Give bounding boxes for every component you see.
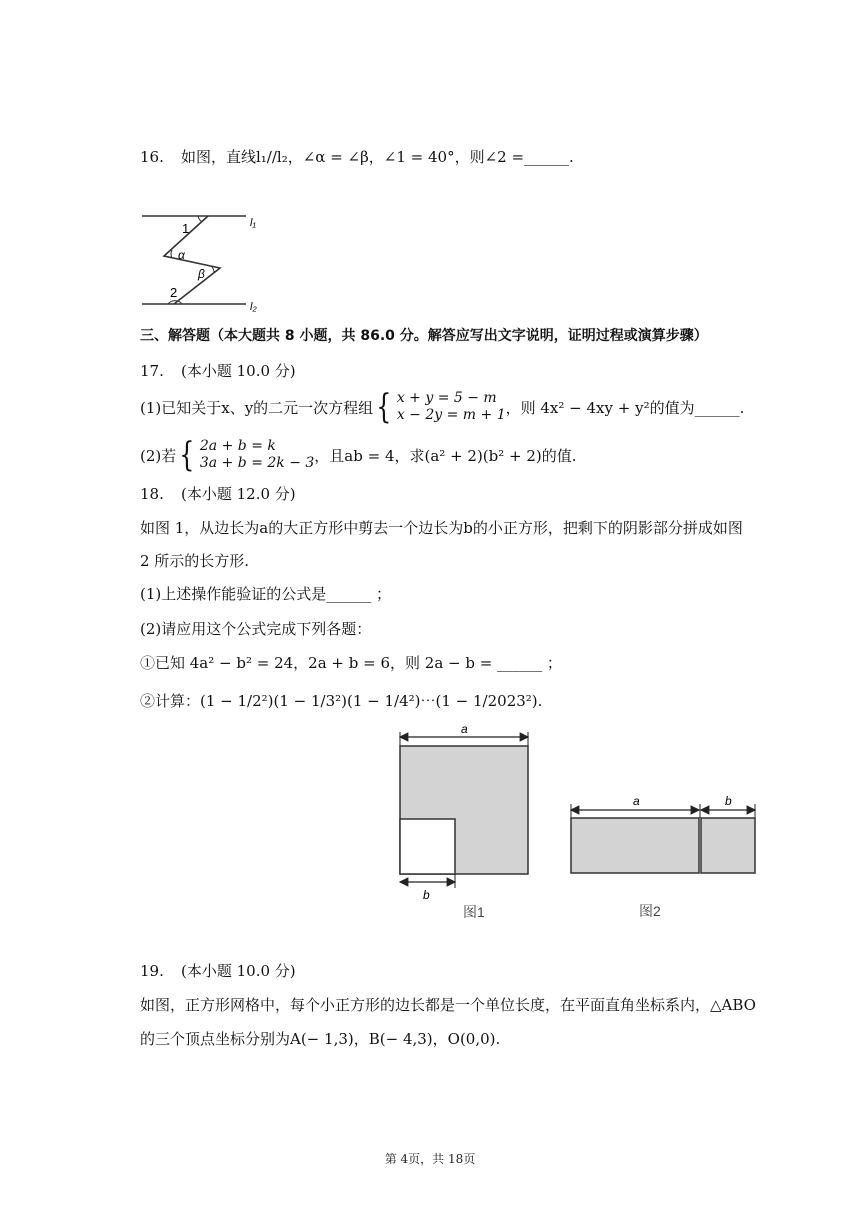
q18-intro-line2: 2 所示的长方形.	[140, 552, 250, 570]
q18-part2: (2)请应用这个公式完成下列各题：	[140, 620, 372, 638]
q18-part2-2: ②计算：(1 − 1/2²)(1 − 1/3²)(1 − 1/4²)⋯(1 − 1/2023²).	[140, 692, 543, 710]
q17-part1-system: { x + y = 5 − m x − 2y = m + 1	[376, 387, 506, 427]
q17-score: (本小题 10.0 分)	[181, 362, 296, 380]
q17-part2-eq2: 3a + b = 2k − 3	[199, 455, 315, 471]
q17-part1	[140, 387, 745, 427]
fig2-label-b: b	[725, 794, 732, 808]
fig1-caption: 图1	[463, 904, 485, 920]
q17-part2-system: { 2a + b = k 3a + b = 2k − 3	[179, 435, 315, 475]
q18-intro-line1: 如图 1，从边长为a的大正方形中剪去一个边长为b的小正方形，把剩下的阴影部分拼成如图	[140, 519, 743, 537]
q19-number: 19.	[140, 962, 164, 980]
q16-text: 如图，直线l₁//l₂，∠α = ∠β，∠1 = 40°，则∠2 =______.	[181, 148, 574, 166]
q17-part2-suffix: ，且ab = 4，求(a² + 2)(b² + 2)的值.	[314, 446, 577, 465]
q18-part1: (1)上述操作能验证的公式是______ ；	[140, 585, 392, 603]
q17-part2-eq1: 2a + b = k	[199, 438, 276, 454]
rect-left	[571, 818, 699, 873]
q17-part1-suffix: ，则 4x² − 4xy + y²的值为______.	[505, 398, 745, 417]
q18-number: 18.	[140, 485, 164, 503]
q17-part1-prefix: (1)已知关于x、y的二元一次方程组	[140, 398, 374, 417]
fig2-caption: 图2	[639, 903, 661, 919]
label-angle-alpha: α	[178, 248, 185, 262]
label-l1: l₁	[250, 217, 256, 229]
q17-part1-eq2: x − 2y = m + 1	[396, 407, 506, 423]
q18-part2-1: ①已知 4a² − b² = 24，2a + b = 6，则 2a − b = ______ ；	[140, 654, 562, 672]
q19-line1: 如图，正方形网格中，每个小正方形的边长都是一个单位长度，在平面直角坐标系内，△ABO	[140, 996, 756, 1014]
q18-figure1	[395, 722, 540, 922]
q16-figure	[138, 206, 268, 312]
label-l2: l₂	[250, 301, 257, 312]
section-title: 三、解答题（本大题共 8 小题，共 86.0 分。解答应写出文字说明，证明过程或演算步骤）	[140, 328, 708, 344]
label-angle-2: 2	[170, 285, 178, 300]
q17-part2-prefix: (2)若	[140, 446, 177, 465]
fig1-label-a: a	[461, 722, 468, 736]
label-angle-1: 1	[182, 221, 190, 236]
rect-right	[701, 818, 755, 873]
q18-score: (本小题 12.0 分)	[181, 485, 296, 503]
q19-line2: 的三个顶点坐标分别为A(− 1,3)，B(− 4,3)，O(0,0).	[140, 1030, 501, 1048]
fig1-label-b: b	[423, 888, 430, 902]
q19-score: (本小题 10.0 分)	[181, 962, 296, 980]
page-footer: 第 4页，共 18页	[384, 1152, 476, 1166]
small-square	[400, 819, 455, 874]
q17-part2	[140, 435, 577, 475]
fig2-label-a: a	[633, 794, 640, 808]
q17-part1-eq1: x + y = 5 − m	[396, 390, 497, 406]
q17-number: 17.	[140, 362, 164, 380]
q16-number: 16.	[140, 148, 164, 166]
label-angle-beta: β	[198, 267, 205, 281]
q18-figure2	[565, 790, 765, 922]
